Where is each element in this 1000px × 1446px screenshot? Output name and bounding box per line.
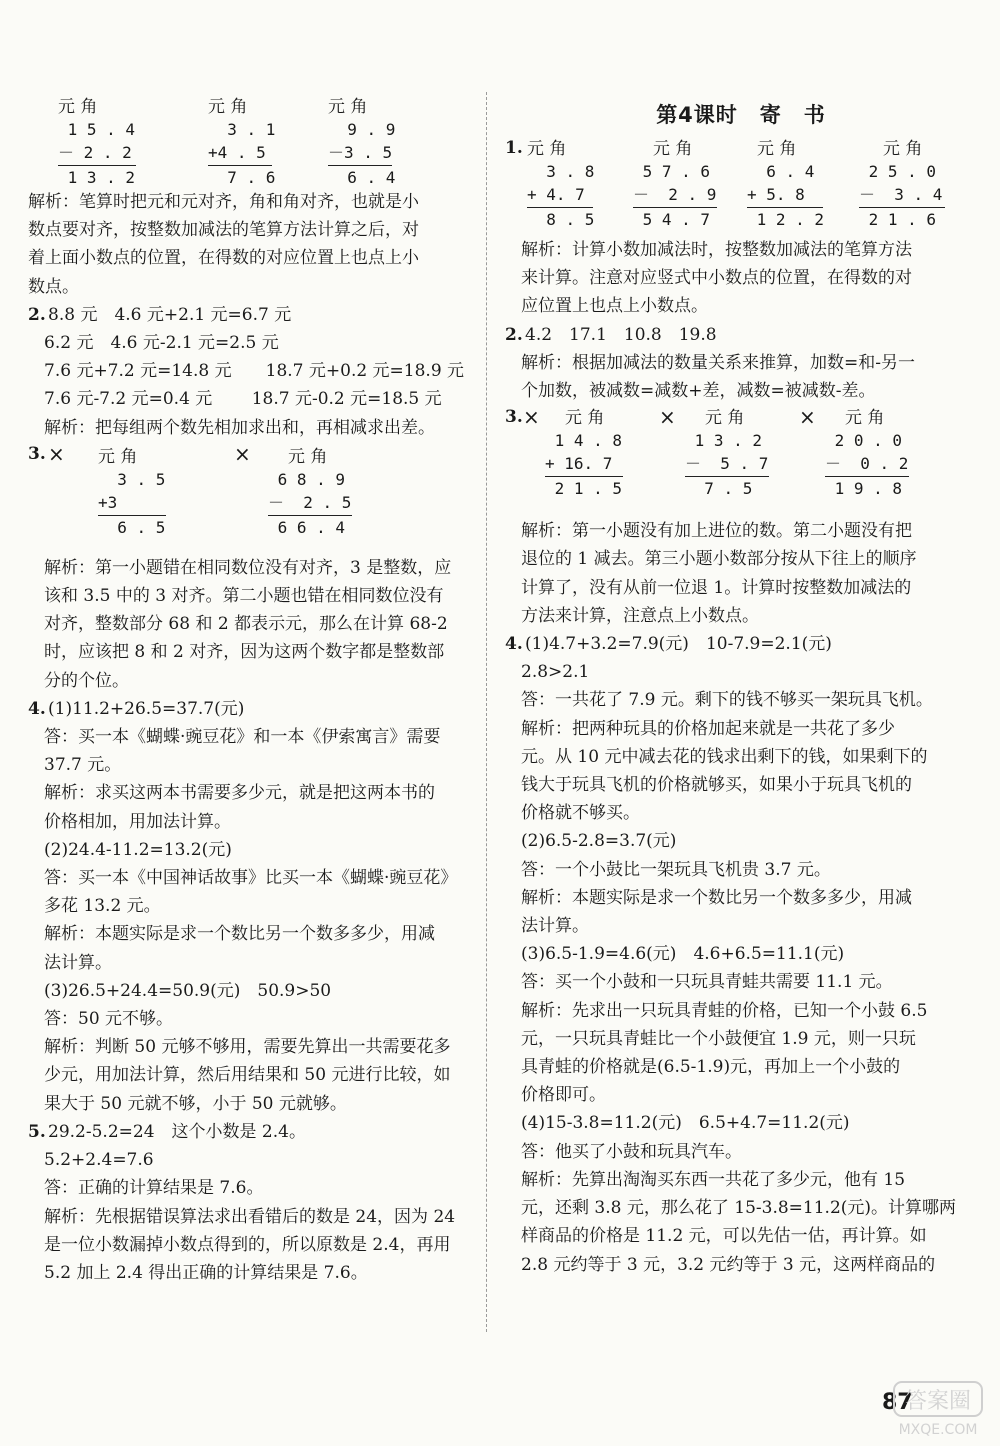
vertical-calc: 元 角 6 8 . 9 － 2 . 5 6 6 . 4 bbox=[268, 446, 352, 537]
analysis-line: 解析：把两种玩具的价格加起来就是一共花了多少 bbox=[521, 718, 895, 739]
calc-row: 9 . 9 bbox=[328, 120, 396, 139]
question-number: 4. bbox=[28, 698, 46, 719]
analysis-line: 解析：第一小题错在相同数位没有对齐，3 是整数，应 bbox=[44, 557, 452, 578]
calc-row: 3 . 1 bbox=[208, 120, 276, 139]
answer-line: (3)26.5+24.4=50.9(元) 50.9>50 bbox=[44, 980, 332, 1001]
section-title: 第4课时 寄 书 bbox=[656, 103, 826, 127]
vertical-calc: 元 角 2 0 . 0 － 0 . 2 1 9 . 8 bbox=[825, 408, 909, 499]
analysis-line: 时，应该把 8 和 2 对齐，因为这两个数字都是整数部 bbox=[44, 642, 445, 663]
column-divider bbox=[486, 92, 487, 1332]
analysis-line: 数点要对齐，按整数加减法的笔算方法计算之后，对 bbox=[28, 220, 419, 241]
vertical-calc bbox=[208, 96, 275, 189]
question-number: 4. bbox=[505, 634, 523, 655]
analysis-line: 解析：本题实际是求一个数比另一个数多多少，用减 bbox=[44, 924, 435, 945]
calc-row: － 2 . 2 bbox=[58, 143, 132, 162]
answer-line: 答：一个小鼓比一架玩具飞机贵 3.7 元。 bbox=[521, 859, 831, 880]
question-number: 2. bbox=[28, 304, 46, 325]
answer-line: 37.7 元。 bbox=[44, 755, 122, 776]
analysis-line: 2.8 元约等于 3 元，3.2 元约等于 3 元，这两样商品的 bbox=[521, 1254, 936, 1275]
analysis-line: 法计算。 bbox=[521, 916, 589, 937]
analysis-line: 解析：判断 50 元够不够用，需要先算出一共需要花多 bbox=[44, 1037, 451, 1058]
vertical-calc: 元 角 2 5 . 0 － 3 . 4 2 1 . 6 bbox=[859, 138, 945, 231]
answer-line: 7.6 元+7.2 元=14.8 元 18.7 元+0.2 元=18.9 元 bbox=[44, 361, 465, 382]
analysis-line: 解析：先算出淘淘买东西一共花了多少元，他有 15 bbox=[521, 1169, 906, 1190]
answer-line: 答：他买了小鼓和玩具汽车。 bbox=[521, 1141, 742, 1162]
page-number: 87 bbox=[882, 1390, 913, 1415]
wrong-mark: × bbox=[659, 405, 676, 430]
analysis-line: 价格就不够买。 bbox=[521, 803, 640, 824]
left-column bbox=[28, 88, 474, 1287]
analysis-line: 5.2 加上 2.4 得出正确的计算结果是 7.6。 bbox=[44, 1262, 368, 1283]
vertical-calc: 元 角 5 7 . 6 － 2 . 9 5 4 . 7 bbox=[633, 139, 717, 229]
analysis-line: 解析：求买这两本书需要多少元，就是把这两本书的 bbox=[44, 783, 435, 804]
calc-result: 6 . 4 bbox=[328, 168, 396, 187]
answer-line: 多花 13.2 元。 bbox=[44, 896, 161, 917]
analysis-line: 着上面小数点的位置，在得数的对应位置上也点上小 bbox=[28, 248, 419, 269]
analysis-line: 解析：笔算时把元和元对齐，角和角对齐，也就是小 bbox=[28, 192, 419, 212]
analysis-line: 元，还剩 3.8 元，那么花了 15-3.8=11.2(元)。计算哪两 bbox=[521, 1198, 957, 1219]
answer-line: 5. 29.2-5.2=24 这个小数是 2.4。 bbox=[28, 1118, 474, 1146]
analysis-line: 果大于 50 元就不够，小于 50 元就够。 bbox=[44, 1093, 347, 1114]
analysis-line: 对齐，整数部分 68 和 2 都表示元，那么在计算 68-2 bbox=[44, 614, 448, 635]
answer-line: 答：买一本《中国神话故事》比买一本《蝴蝶·豌豆花》 bbox=[44, 868, 458, 889]
analysis-line: 该和 3.5 中的 3 对齐。第二小题也错在相同数位没有 bbox=[44, 586, 444, 607]
answer-line: 答：买一个小鼓和一只玩具青蛙共需要 11.1 元。 bbox=[521, 972, 893, 993]
question-number: 2. bbox=[505, 324, 523, 345]
analysis-line: 方法来计算，注意点上小数点。 bbox=[521, 605, 759, 626]
vertical-calc: 元 角 3 . 8 + 4. 7 8 . 5 bbox=[527, 139, 595, 229]
analysis-line: 法计算。 bbox=[44, 952, 112, 973]
calc-result: 1 3 . 2 bbox=[58, 168, 136, 187]
analysis-line: 解析：第一小题没有加上进位的数。第二小题没有把 bbox=[521, 521, 912, 542]
analysis-line: 具青蛙的价格就是(6.5-1.9)元，再加上一个小鼓的 bbox=[521, 1057, 901, 1078]
question-number: 3. bbox=[505, 407, 523, 428]
calc-result: 7 . 6 bbox=[208, 168, 276, 187]
calc-header: 元 角 bbox=[58, 97, 98, 117]
question-number: 3. bbox=[28, 443, 46, 464]
answer-line: 4. (1)11.2+26.5=37.7(元) bbox=[28, 695, 474, 723]
analysis-line: 价格相加，用加法计算。 bbox=[44, 811, 231, 832]
analysis-line: 解析：根据加减法的数量关系来推算，加数=和-另一 bbox=[521, 352, 915, 373]
vertical-calc bbox=[328, 96, 395, 189]
question-number: 1. bbox=[505, 138, 523, 158]
analysis-line: 分的个位。 bbox=[44, 670, 129, 691]
answer-line: 2. 4.2 17.1 10.8 19.8 bbox=[505, 321, 977, 349]
analysis-line: 退位的 1 减去。第三小题小数部分按从下往上的顺序 bbox=[521, 549, 917, 570]
wrong-mark: × bbox=[234, 441, 251, 466]
calc-header: 元 角 bbox=[328, 97, 368, 117]
answer-line: 答：一共花了 7.9 元。剩下的钱不够买一架玩具飞机。 bbox=[521, 690, 933, 711]
question-number: 5. bbox=[28, 1121, 46, 1142]
wrong-mark: × bbox=[523, 405, 540, 430]
analysis-line: 解析：把每组两个数先相加求出和，再相减求出差。 bbox=[44, 417, 435, 438]
analysis-line: 钱大于玩具飞机的价格就够买，如果小于玩具飞机的 bbox=[521, 775, 912, 796]
calc-row: －3 . 5 bbox=[328, 143, 393, 162]
analysis-line: 元，一只玩具青蛙比一个小鼓便宜 1.9 元，则一只玩 bbox=[521, 1028, 916, 1049]
answer-line: (4)15-3.8=11.2(元) 6.5+4.7=11.2(元) bbox=[521, 1113, 850, 1134]
answer-line: 答：50 元不够。 bbox=[44, 1009, 174, 1030]
vertical-calc bbox=[58, 96, 136, 189]
answer-line: (2)24.4-11.2=13.2(元) bbox=[44, 839, 232, 860]
right-column bbox=[505, 88, 977, 1279]
analysis-line: 解析：先根据错误算法求出看错后的数是 24，因为 24 bbox=[44, 1206, 456, 1227]
vertical-calc: 元 角 6 . 4 + 5. 8 1 2 . 2 bbox=[747, 139, 825, 229]
analysis-line: 元。从 10 元中减去花的钱求出剩下的钱，如果剩下的 bbox=[521, 746, 928, 767]
analysis-line: 个加数，被减数=减数+差，减数=被减数-差。 bbox=[521, 381, 876, 402]
wrong-mark: × bbox=[799, 405, 816, 430]
watermark-logo-icon bbox=[858, 1376, 988, 1440]
analysis-line: 解析：先求出一只玩具青蛙的价格，已知一个小鼓 6.5 bbox=[521, 1000, 928, 1021]
answer-line: (3)6.5-1.9=4.6(元) 4.6+6.5=11.1(元) bbox=[521, 944, 845, 965]
vertical-calc: 元 角 1 3 . 2 － 5 . 7 7 . 5 bbox=[685, 408, 769, 499]
calc-row-q3 bbox=[28, 442, 474, 554]
analysis-line: 价格即可。 bbox=[521, 1085, 606, 1106]
analysis-line: 样商品的价格是 11.2 元，可以先估一估，再计算。如 bbox=[521, 1226, 927, 1247]
answer-line: 2. 8.8 元 4.6 元+2.1 元=6.7 元 bbox=[28, 301, 474, 329]
answer-line: 答：买一本《蝴蝶·豌豆花》和一本《伊索寓言》需要 bbox=[44, 727, 441, 748]
answer-line: 7.6 元-7.2 元=0.4 元 18.7 元-0.2 元=18.5 元 bbox=[44, 389, 442, 410]
analysis-line: 计算了，没有从前一位退 1。计算时按整数加减法的 bbox=[521, 577, 912, 598]
calc-row: 1 5 . 4 bbox=[58, 120, 136, 139]
calc-row-q1-cont bbox=[28, 88, 474, 187]
answer-line: 答：正确的计算结果是 7.6。 bbox=[44, 1178, 264, 1199]
watermark-text: 答案圈 bbox=[904, 1389, 972, 1414]
analysis-line: 解析：本题实际是求一个数比另一个数多多少，用减 bbox=[521, 887, 912, 908]
calc-header: 元 角 bbox=[208, 97, 248, 117]
analysis-line: 解析：计算小数加减法时，按整数加减法的笔算方法 bbox=[521, 240, 912, 260]
wrong-mark: × bbox=[48, 441, 65, 466]
calc-row-q1 bbox=[505, 136, 977, 236]
answer-line: (2)6.5-2.8=3.7(元) bbox=[521, 831, 677, 852]
calc-row: +4 . 5 bbox=[208, 143, 266, 162]
analysis-line: 少元，用加法计算，然后用结果和 50 元进行比较，如 bbox=[44, 1065, 451, 1086]
analysis-line: 来计算。注意对应竖式中小数点的位置，在得数的对 bbox=[521, 268, 912, 289]
answer-line: 5.2+2.4=7.6 bbox=[44, 1150, 154, 1171]
watermark-url: MXQE.COM bbox=[898, 1422, 978, 1438]
answer-line: 4. (1)4.7+3.2=7.9(元) 10-7.9=2.1(元) bbox=[505, 630, 977, 658]
answer-line: 6.2 元 4.6 元-2.1 元=2.5 元 bbox=[44, 333, 279, 354]
calc-row-q3 bbox=[505, 405, 977, 517]
analysis-line: 数点。 bbox=[28, 276, 79, 297]
answer-line: 2.8>2.1 bbox=[521, 662, 590, 683]
analysis-line: 是一位小数漏掉小数点得到的，所以原数是 2.4，再用 bbox=[44, 1234, 451, 1255]
vertical-calc: 元 角 1 4 . 8 + 16. 7 2 1 . 5 bbox=[545, 408, 623, 499]
analysis-line: 应位置上也点上小数点。 bbox=[521, 296, 708, 317]
vertical-calc: 元 角 3 . 5 +3 6 . 5 bbox=[98, 446, 166, 537]
